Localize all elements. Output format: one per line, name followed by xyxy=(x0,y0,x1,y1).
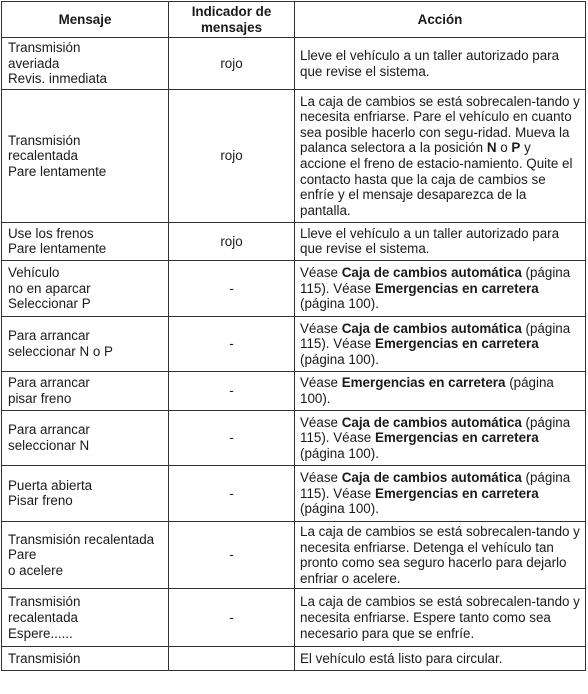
action-link-emergencias: Emergencias en carretera xyxy=(374,280,539,296)
message-table xyxy=(1,1,586,671)
message-line: Pare lentamente xyxy=(8,163,107,179)
message-line: Para arrancar xyxy=(8,328,90,344)
message-line: Para arrancar xyxy=(8,375,90,391)
indicator-cell: rojo xyxy=(169,222,295,260)
header-mensaje: Mensaje xyxy=(2,2,169,38)
message-line: Pisar freno xyxy=(8,493,73,509)
action-text: Véase xyxy=(300,414,342,430)
message-cell xyxy=(2,316,169,371)
action-text: Lleve el vehículo a un taller autorizado para que revise el sistema. xyxy=(300,225,560,257)
action-link-caja: Caja de cambios automática xyxy=(341,470,522,486)
action-text: Lleve el vehículo a un taller autorizado para que revise el sistema. xyxy=(300,47,560,79)
table-row xyxy=(2,316,586,371)
message-cell xyxy=(2,89,169,222)
action-text: Véase xyxy=(300,375,342,391)
action-text: Véase xyxy=(300,470,342,486)
action-cell xyxy=(295,589,586,647)
table-row xyxy=(2,589,586,647)
table-row xyxy=(2,465,586,521)
action-text: (página 115). Véase xyxy=(300,470,571,501)
message-line: Espere...... xyxy=(8,625,73,641)
message-line: Revis. inmediata xyxy=(8,71,107,87)
action-cell xyxy=(295,260,586,316)
message-cell xyxy=(2,410,169,465)
action-link-emergencias: Emergencias en carretera xyxy=(374,336,539,352)
action-text: (página 100). xyxy=(300,296,379,312)
action-text: La caja de cambios se está sobrecalen-tando y necesita enfriarse. Detenga el vehículo tan pronto como sea seguro hacerlo para dejarlo enfriar o acelere. xyxy=(300,523,580,586)
action-text: (página 100). xyxy=(300,445,379,461)
message-cell xyxy=(2,260,169,316)
action-cell xyxy=(295,316,586,371)
message-line: Pare xyxy=(8,547,37,563)
indicator-cell: - xyxy=(169,465,295,521)
action-text: o xyxy=(496,140,512,156)
message-line: Transmisión xyxy=(8,594,81,610)
message-cell xyxy=(2,371,169,410)
message-line: Seleccionar P xyxy=(8,296,91,312)
table-row xyxy=(2,647,586,671)
message-cell xyxy=(2,589,169,647)
action-cell xyxy=(295,38,586,90)
table-row xyxy=(2,89,586,222)
header-indicador: Indicador de mensajes xyxy=(169,2,295,38)
message-line: Puerta abierta xyxy=(8,477,93,493)
indicator-cell: - xyxy=(169,316,295,371)
message-cell xyxy=(2,647,169,671)
message-line: Transmisión recalentada xyxy=(8,531,155,547)
action-text: Véase xyxy=(300,265,342,281)
message-line: Vehículo xyxy=(8,265,60,281)
table-row xyxy=(2,222,586,260)
action-cell xyxy=(295,465,586,521)
message-cell xyxy=(2,222,169,260)
table-row xyxy=(2,521,586,588)
message-line: Transmisión xyxy=(8,132,81,148)
indicator-cell: - xyxy=(169,521,295,588)
message-cell xyxy=(2,465,169,521)
indicator-cell: rojo xyxy=(169,38,295,90)
action-cell xyxy=(295,371,586,410)
action-text: (página 115). Véase xyxy=(300,265,571,296)
action-text: (página 100). xyxy=(300,375,554,406)
message-line: pisar freno xyxy=(8,390,72,406)
action-link-caja: Caja de cambios automática xyxy=(341,320,522,336)
message-line: Transmisión xyxy=(8,651,81,667)
action-cell xyxy=(295,410,586,465)
action-text: El vehículo está listo para circular. xyxy=(300,651,503,667)
action-text: (página 100). xyxy=(300,351,379,367)
message-line: Transmisión xyxy=(8,40,81,56)
table-row xyxy=(2,38,586,90)
action-text: (página 100). xyxy=(300,501,379,517)
action-link-emergencias: Emergencias en carretera xyxy=(374,485,539,501)
table-row xyxy=(2,260,586,316)
action-link-caja: Caja de cambios automática xyxy=(341,414,522,430)
message-line: recalentada xyxy=(8,610,78,626)
message-line: seleccionar N o P xyxy=(8,343,113,359)
message-cell xyxy=(2,38,169,90)
message-line: recalentada xyxy=(8,148,78,164)
action-cell xyxy=(295,222,586,260)
table-row xyxy=(2,371,586,410)
action-text: La caja de cambios se está sobrecalen-tando y necesita enfriarse. Espere tanto como sea necesario para que se enfríe. xyxy=(300,594,580,641)
indicator-cell: - xyxy=(169,260,295,316)
action-text: (página 115). Véase xyxy=(300,320,571,352)
action-text: La caja de cambios se está sobrecalen-tando y necesita enfriarse. Pare el vehículo en cuanto sea posible hacerlo con segu-ridad. Mueva la palanca selectora a la posición xyxy=(300,93,580,156)
message-line: no en aparcar xyxy=(8,280,91,296)
action-cell xyxy=(295,521,586,588)
header-row xyxy=(2,2,586,38)
indicator-cell: - xyxy=(169,410,295,465)
message-line: averiada xyxy=(8,55,60,71)
action-text: (página 115). Véase xyxy=(300,414,571,446)
indicator-cell: - xyxy=(169,589,295,647)
action-link-caja: Caja de cambios automática xyxy=(341,265,522,281)
action-bold: P xyxy=(511,140,521,156)
indicator-cell: rojo xyxy=(169,89,295,222)
message-line: o acelere xyxy=(8,562,64,578)
header-accion: Acción xyxy=(295,2,586,38)
message-line: Use los frenos xyxy=(8,225,94,241)
action-cell xyxy=(295,647,586,671)
action-bold: N xyxy=(486,140,497,156)
action-text: y accione el freno de estacio-namiento. Quite el contacto hasta que la caja de cambios se enfríe y el mensaje desaparezca de la pantalla. xyxy=(300,140,573,218)
message-cell xyxy=(2,521,169,588)
indicator-cell xyxy=(169,647,295,671)
action-text: Véase xyxy=(300,320,342,336)
message-line: Pare lentamente xyxy=(8,241,107,257)
table-row xyxy=(2,410,586,465)
action-link-emergencias: Emergencias en carretera xyxy=(374,430,539,446)
message-line: seleccionar N xyxy=(8,437,90,453)
action-link-emergencias: Emergencias en carretera xyxy=(341,375,506,391)
indicator-cell: - xyxy=(169,371,295,410)
action-cell xyxy=(295,89,586,222)
message-line: Para arrancar xyxy=(8,422,90,438)
